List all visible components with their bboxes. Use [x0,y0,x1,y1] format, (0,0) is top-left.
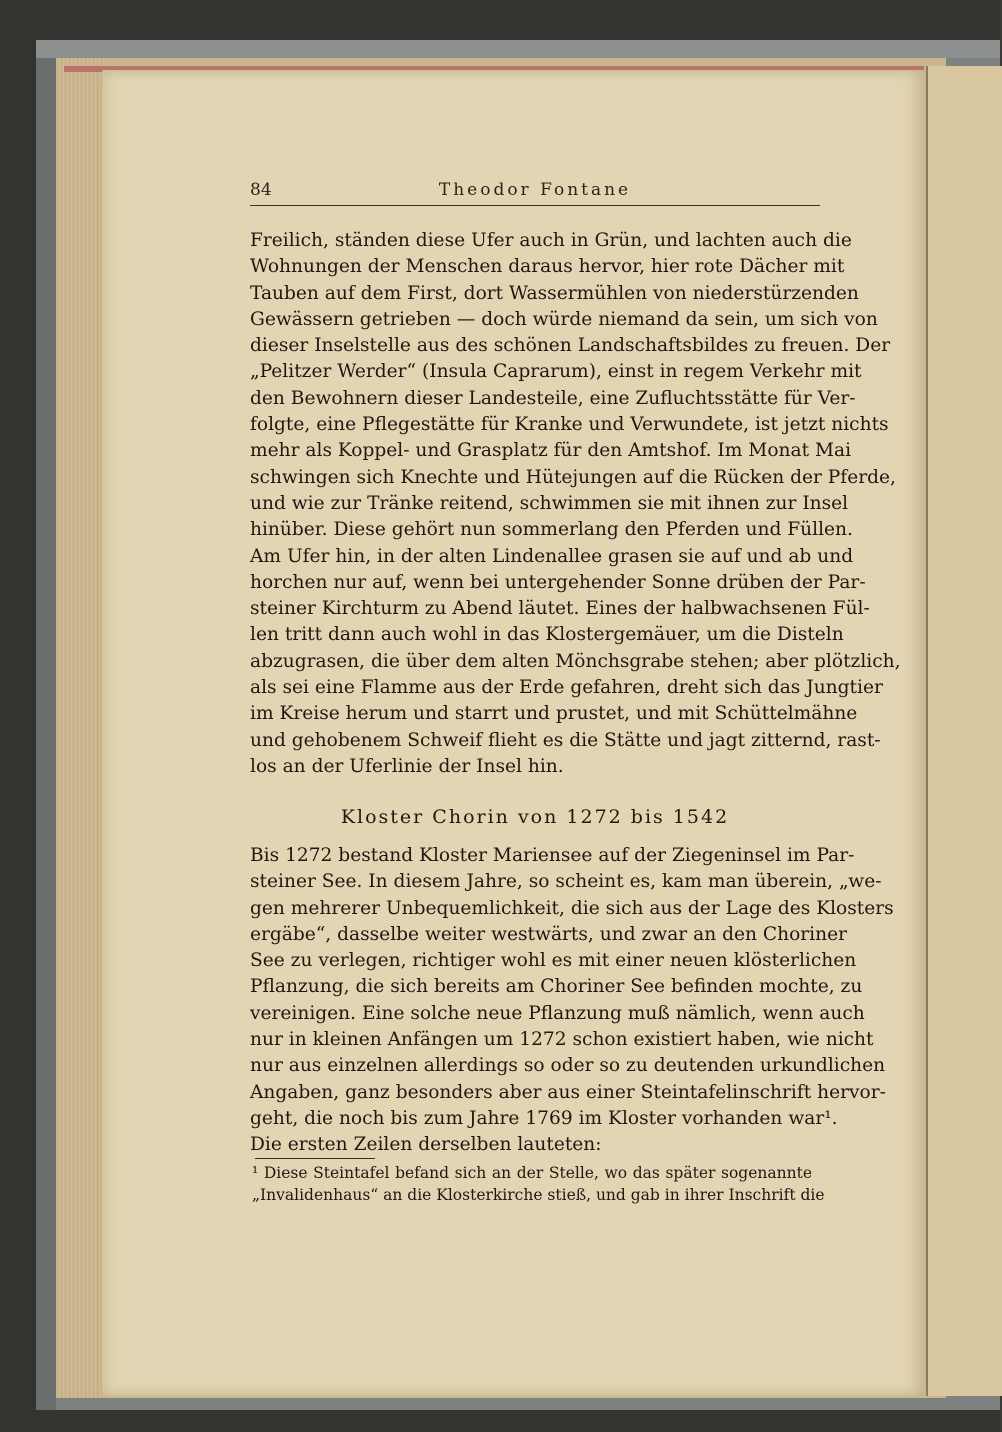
text-line: ergäbe“, dasselbe weiter westwärts, und zwar an den Choriner [250,923,847,945]
text-line: los an der Uferlinie der Insel hin. [250,755,564,777]
text-line: Die ersten Zeilen derselben lauteten: [250,1134,602,1156]
text-line: den Bewohnern dieser Landesteile, eine Zufluchtsstätte für Ver- [250,387,856,409]
text-line: schwingen sich Knechte und Hütejungen auf die Rücken der Pferde, [250,466,896,488]
page-number: 84 [250,180,272,200]
footnote-line: „Invalidenhaus“ an die Klosterkirche stieß, und gab in ihrer Inschrift die [252,1186,825,1204]
text-line: len tritt dann auch wohl in das Klostergemäuer, um die Disteln [250,624,844,646]
text-line: als sei eine Flamme aus der Erde gefahren, dreht sich das Jungtier [250,677,883,699]
footnote-rule [255,1158,375,1159]
header-rule [250,205,820,206]
running-head: Theodor Fontane [438,180,632,200]
text-line: Angaben, ganz besonders aber aus einer Steintafelinschrift hervor- [250,1081,886,1103]
text-line: und wie zur Tränke reitend, schwimmen sie mit ihnen zur Insel [250,492,849,514]
section-heading: Kloster Chorin von 1272 bis 1542 [340,806,730,828]
text-line: mehr als Koppel- und Grasplatz für den Amtshof. Im Monat Mai [250,440,852,462]
text-line: dieser Inselstelle aus des schönen Landschaftsbildes zu freuen. Der [250,335,891,357]
text-line: Tauben auf dem First, dort Wassermühlen von niederstürzenden [250,282,859,304]
cover-top-edge [36,40,1000,58]
text-line: Freilich, ständen diese Ufer auch in Grün, und lachten auch die [250,230,852,251]
text-line: abzugrasen, die über dem alten Mönchsgrabe stehen; aber plötzlich, [250,650,901,672]
text-line: nur aus einzelnen allerdings so oder so zu deutenden urkundlichen [250,1055,886,1077]
text-line: „Pelitzer Werder“ (Insula Caprarum), einst in regem Verkehr mit [250,361,862,383]
text-line: Pflanzung, die sich bereits am Choriner See befinden mochte, zu [250,976,863,998]
text-line: horchen nur auf, wenn bei untergehender Sonne drüben der Par- [250,571,866,593]
text-line: im Kreise herum und starrt und prustet, und mit Schüttelmähne [250,703,858,725]
text-line: steiner See. In diesem Jahre, so scheint es, kam man überein, „we- [250,871,882,893]
cover-spine-edge [36,40,56,1410]
text-line: folgte, eine Pflegestätte für Kranke und Verwundete, ist jetzt nichts [250,414,889,436]
text-line: Wohnungen der Menschen daraus hervor, hier rote Dächer mit [250,256,845,278]
paragraph-1 [250,228,901,780]
text-line: gen mehrerer Unbequemlichkeit, die sich aus der Lage des Klosters [250,897,894,919]
footnote [252,1162,825,1206]
text-line: Gewässern getrieben — doch würde niemand da sein, um sich von [250,308,878,330]
text-line: hinüber. Diese gehört nun sommerlang den Pferden und Füllen. [250,519,853,541]
paragraph-2 [250,843,894,1159]
text-line: See zu verlegen, richtiger wohl es mit einer neuen klösterlichen [250,950,857,972]
text-line: geht, die noch bis zum Jahre 1769 im Kloster vorhanden war¹. [250,1107,838,1129]
text-line: und gehobenem Schweif flieht es die Stätte und jagt zitternd, rast- [250,729,881,751]
text-line: steiner Kirchturm zu Abend läutet. Eines der halbwachsenen Fül- [250,598,870,620]
text-line: Am Ufer hin, in der alten Lindenallee grasen sie auf und ab und [250,545,854,567]
text-line: Bis 1272 bestand Kloster Mariensee auf der Ziegeninsel im Par- [250,845,855,866]
text-line: nur in kleinen Anfängen um 1272 schon existiert haben, wie nicht [250,1029,874,1051]
adjacent-page [926,66,1002,1396]
footnote-line: ¹ Diese Steintafel befand sich an der Stelle, wo das später sogenannte [252,1164,812,1182]
text-line: vereinigen. Eine solche neue Pflanzung muß nämlich, wenn auch [250,1002,865,1024]
